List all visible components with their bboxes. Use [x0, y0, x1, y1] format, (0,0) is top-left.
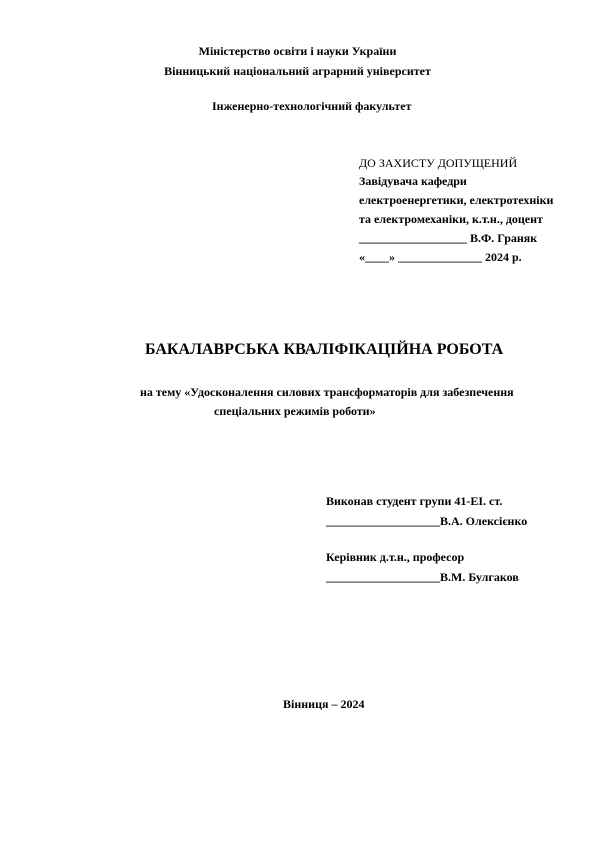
supervisor-label: Керівник д.т.н., професор [326, 550, 465, 564]
approval-department-line2: та електромеханіки, к.т.н., доцент [359, 212, 543, 226]
city-year: Вінниця – 2024 [283, 697, 365, 711]
ministry-name: Міністерство освіти і науки України [198, 44, 397, 58]
supervisor-signature-line: ___________________В.М. Булгаков [326, 570, 519, 584]
approval-heading: ДО ЗАХИСТУ ДОПУЩЕНИЙ [359, 156, 518, 170]
university-name: Вінницький національний аграрний університет [164, 64, 431, 78]
faculty-name: Інженерно-технологічний факультет [212, 99, 412, 113]
approval-signature-line: __________________ В.Ф. Граняк [359, 231, 538, 245]
work-topic-line1: на тему «Удосконалення силових трансформаторів для забезпечення [140, 385, 514, 399]
student-signature-line: ___________________В.А. Олексієнко [326, 514, 528, 528]
work-topic-line2: спеціальних режимів роботи» [214, 404, 376, 418]
work-title: БАКАЛАВРСЬКА КВАЛІФІКАЦІЙНА РОБОТА [145, 341, 504, 358]
approval-department-line1: електроенергетики, електротехніки [359, 193, 554, 207]
approval-role: Завідувача кафедри [359, 174, 467, 188]
approval-date-line: «____» ______________ 2024 р. [359, 250, 522, 264]
student-label: Виконав студент групи 41-ЕІ. ст. [326, 494, 503, 508]
